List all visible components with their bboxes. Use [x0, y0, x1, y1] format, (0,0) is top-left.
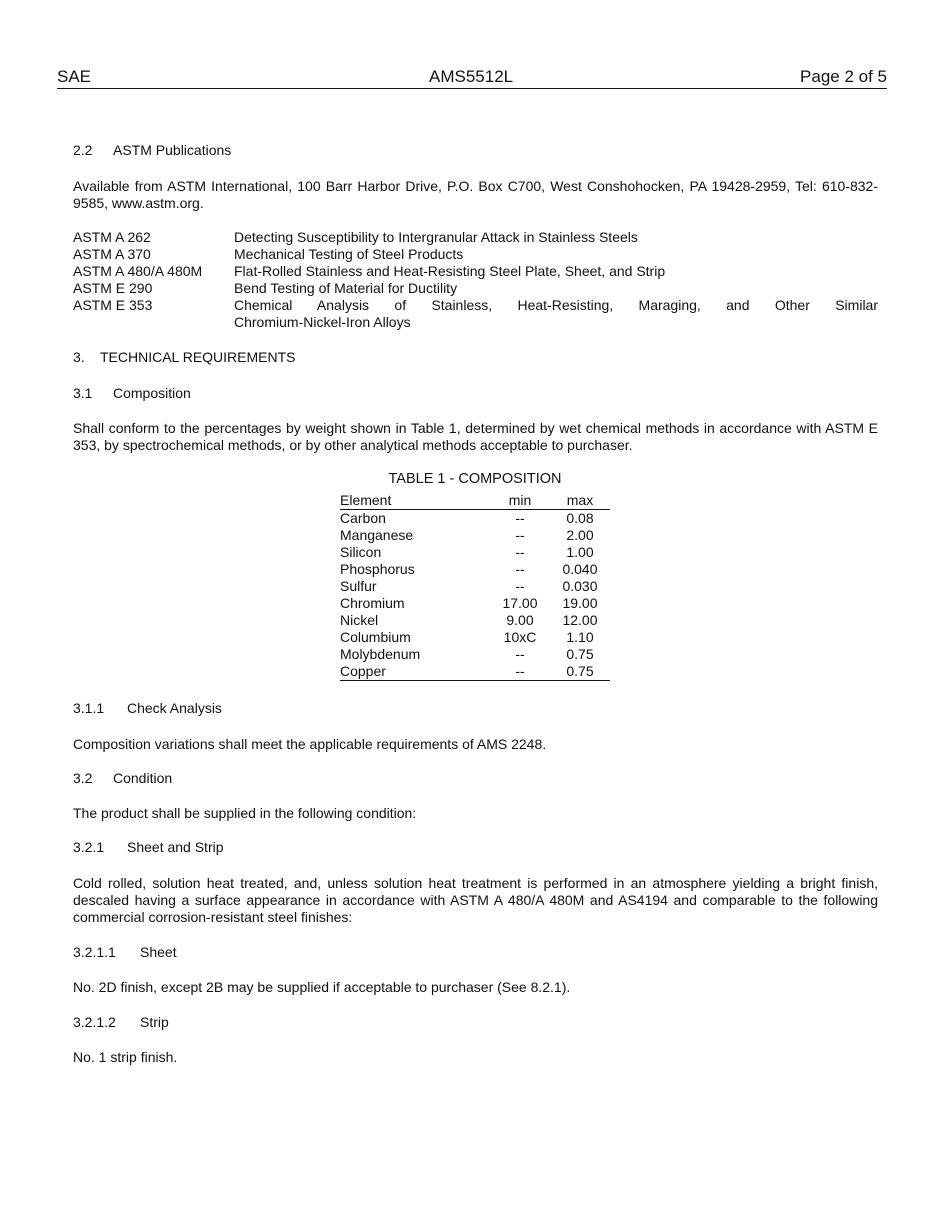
cell-element: Columbium [340, 629, 411, 645]
cell-max: 0.75 [550, 663, 610, 681]
section-title: Sheet and Strip [127, 839, 224, 855]
ref-code: ASTM A 262 [73, 229, 151, 245]
cell-min: -- [515, 527, 525, 543]
ref-code: ASTM E 290 [73, 280, 153, 296]
section-3-2-1-2-heading [73, 1014, 169, 1030]
section-3-2-heading [73, 770, 172, 786]
cell-max: 1.10 [566, 629, 594, 645]
cell-element: Copper [340, 663, 490, 681]
section-number: 3.1 [73, 385, 93, 401]
sheet-finish-paragraph: No. 2D finish, except 2B may be supplied if acceptable to purchaser (See 8.2.1). [73, 979, 571, 995]
cell-max: 0.08 [566, 510, 594, 526]
section-3-heading [73, 349, 296, 365]
section-number: 3.2.1.1 [73, 944, 116, 960]
check-analysis-paragraph: Composition variations shall meet the applicable requirements of AMS 2248. [73, 736, 547, 752]
cell-min: -- [515, 561, 525, 577]
section-2-2-heading [73, 142, 231, 158]
cell-min: -- [490, 663, 550, 681]
column-header-min: min [490, 492, 550, 510]
cell-max: 0.030 [562, 578, 598, 594]
cell-max: 12.00 [562, 612, 598, 628]
section-3-1-1-heading [73, 700, 222, 716]
astm-intro-paragraph: Available from ASTM International, 100 Barr Harbor Drive, P.O. Box C700, West Conshohocken, PA 19428-2959, Tel: 610-832-9585, www.astm.org. [73, 178, 878, 211]
ref-title-line-2: Chromium-Nickel-Iron Alloys [234, 314, 411, 330]
section-title: Sheet [140, 944, 177, 960]
cell-min: -- [515, 544, 525, 560]
cell-element: Molybdenum [340, 646, 421, 662]
cell-element: Manganese [340, 527, 414, 543]
section-number: 3.1.1 [73, 700, 105, 716]
cell-min: 9.00 [506, 612, 534, 628]
cell-max: 2.00 [566, 527, 594, 543]
cell-max: 1.00 [566, 544, 594, 560]
composition-table-grid [340, 492, 610, 681]
header-doc-number: AMS5512L [429, 67, 514, 86]
section-number: 2.2 [73, 142, 93, 158]
table-row [340, 646, 610, 663]
ref-code: ASTM A 370 [73, 246, 151, 262]
table-row [340, 544, 610, 561]
table-row [340, 561, 610, 578]
section-number: 3.2.1.2 [73, 1014, 116, 1030]
section-3-2-1-heading [73, 839, 224, 855]
table-row [340, 612, 610, 629]
ref-code: ASTM A 480/A 480M [73, 263, 203, 279]
cell-min: -- [515, 646, 525, 662]
cell-element: Sulfur [340, 578, 377, 594]
ref-title: Mechanical Testing of Steel Products [234, 246, 464, 262]
table-caption: TABLE 1 - COMPOSITION [388, 471, 562, 487]
table-row [340, 595, 610, 612]
sheet-and-strip-paragraph: Cold rolled, solution heat treated, and, unless solution heat treatment is performed in an atmosphere yielding a bright finish, descaled having a surface appearance in accordance with ASTM A 480/A 480M and AS4194 and comparable to the following commercial corrosion-resistant steel finishes: [73, 875, 878, 925]
cell-max: 0.75 [566, 646, 594, 662]
table-row [340, 663, 610, 681]
cell-min: 10xC [503, 629, 537, 645]
composition-paragraph: Shall conform to the percentages by weight shown in Table 1, determined by wet chemical methods in accordance with ASTM E 353, by spectrochemical methods, or by other analytical methods acceptable to purchaser. [73, 420, 878, 453]
cell-element: Phosphorus [340, 561, 415, 577]
cell-min: -- [515, 578, 525, 594]
cell-element: Silicon [340, 544, 382, 560]
cell-element: Nickel [340, 612, 379, 628]
cell-max: 19.00 [562, 595, 598, 611]
section-3-2-1-1-heading [73, 944, 177, 960]
page-header [57, 67, 887, 89]
cell-min: 17.00 [502, 595, 538, 611]
section-title: ASTM Publications [113, 142, 232, 158]
section-number: 3.2 [73, 770, 93, 786]
composition-table [340, 470, 610, 681]
section-title: TECHNICAL REQUIREMENTS [100, 349, 296, 365]
header-page-number: Page 2 of 5 [800, 67, 887, 86]
cell-element: Chromium [340, 595, 405, 611]
section-title: Condition [113, 770, 173, 786]
condition-paragraph: The product shall be supplied in the following condition: [73, 805, 417, 821]
column-header-element: Element [340, 492, 490, 510]
column-header-max: max [550, 492, 610, 510]
cell-element: Carbon [340, 510, 386, 526]
cell-max: 0.040 [562, 561, 598, 577]
table-header-row [340, 492, 610, 510]
ref-title-line-1: Chemical Analysis of Stainless, Heat-Resisting, Maraging, and Other Similar [234, 297, 878, 313]
section-number: 3. [73, 349, 85, 365]
table-row [340, 629, 610, 646]
ref-title: Flat-Rolled Stainless and Heat-Resisting Steel Plate, Sheet, and Strip [234, 263, 666, 279]
table-row [340, 578, 610, 595]
ref-title: Detecting Susceptibility to Intergranular Attack in Stainless Steels [234, 229, 638, 245]
section-title: Strip [140, 1014, 169, 1030]
table-row [340, 527, 610, 544]
section-number: 3.2.1 [73, 839, 105, 855]
strip-finish-paragraph: No. 1 strip finish. [73, 1049, 178, 1065]
section-3-1-heading [73, 385, 191, 401]
ref-code: ASTM E 353 [73, 297, 153, 313]
table-row [340, 510, 610, 528]
ref-title: Bend Testing of Material for Ductility [234, 280, 458, 296]
section-title: Check Analysis [127, 700, 222, 716]
header-org: SAE [57, 67, 92, 86]
cell-min: -- [515, 510, 525, 526]
section-title: Composition [113, 385, 191, 401]
